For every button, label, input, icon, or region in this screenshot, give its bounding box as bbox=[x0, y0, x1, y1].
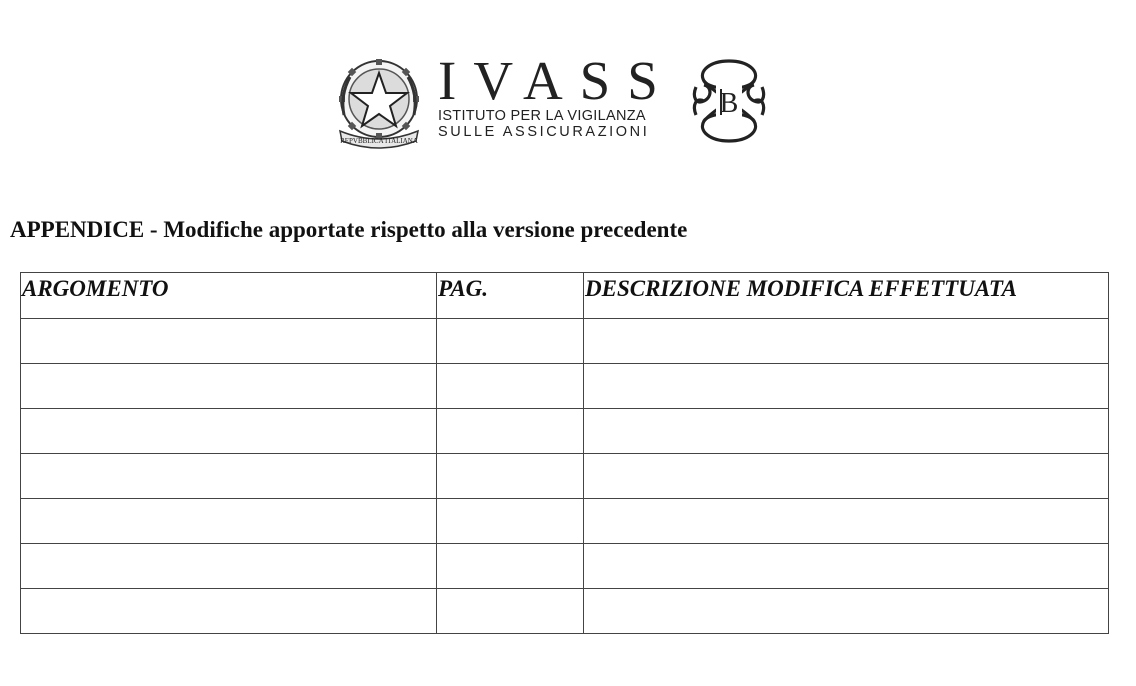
changes-table bbox=[20, 272, 1109, 634]
table-row bbox=[21, 319, 1109, 364]
table-cell-pag[interactable] bbox=[437, 454, 584, 499]
table-cell-pag[interactable] bbox=[437, 319, 584, 364]
table-cell-descrizione[interactable] bbox=[584, 544, 1109, 589]
column-header-argomento: ARGOMENTO bbox=[21, 273, 437, 319]
table-cell-argomento[interactable] bbox=[21, 409, 437, 454]
italian-republic-emblem-icon bbox=[336, 55, 422, 151]
table-row bbox=[21, 499, 1109, 544]
emblem-ribbon-text: REPVBBLICA ITALIANA bbox=[340, 137, 418, 145]
table-cell-descrizione[interactable] bbox=[584, 589, 1109, 634]
column-header-pag: PAG. bbox=[437, 273, 584, 319]
table-cell-argomento[interactable] bbox=[21, 364, 437, 409]
brand-text bbox=[438, 52, 688, 140]
table-cell-pag[interactable] bbox=[437, 544, 584, 589]
table-cell-pag[interactable] bbox=[437, 589, 584, 634]
table-cell-pag[interactable] bbox=[437, 499, 584, 544]
table-header-row bbox=[21, 273, 1109, 319]
table-row bbox=[21, 364, 1109, 409]
table-cell-argomento[interactable] bbox=[21, 454, 437, 499]
table-cell-argomento[interactable] bbox=[21, 499, 437, 544]
brand-subtitle-line2: SULLE ASSICURAZIONI bbox=[438, 124, 650, 140]
table-row bbox=[21, 454, 1109, 499]
brand-name: IVASS bbox=[438, 50, 675, 111]
table-row bbox=[21, 544, 1109, 589]
table-cell-descrizione[interactable] bbox=[584, 409, 1109, 454]
table-cell-descrizione[interactable] bbox=[584, 499, 1109, 544]
document-title: APPENDICE - Modifiche apportate rispetto alla versione precedente bbox=[10, 217, 688, 242]
table-cell-argomento[interactable] bbox=[21, 589, 437, 634]
table-cell-argomento[interactable] bbox=[21, 319, 437, 364]
table-cell-argomento[interactable] bbox=[21, 544, 437, 589]
letterhead bbox=[336, 52, 776, 152]
column-header-descrizione: DESCRIZIONE MODIFICA EFFETTUATA bbox=[584, 273, 1109, 319]
table-row bbox=[21, 589, 1109, 634]
brand-subtitle-line1: ISTITUTO PER LA VIGILANZA bbox=[438, 108, 646, 124]
banca-italia-logo-icon bbox=[690, 57, 768, 145]
table-row bbox=[21, 409, 1109, 454]
table-cell-pag[interactable] bbox=[437, 409, 584, 454]
table-cell-descrizione[interactable] bbox=[584, 454, 1109, 499]
bank-monogram-text: B bbox=[719, 88, 739, 119]
table-cell-pag[interactable] bbox=[437, 364, 584, 409]
table-cell-descrizione[interactable] bbox=[584, 364, 1109, 409]
table-cell-descrizione[interactable] bbox=[584, 319, 1109, 364]
